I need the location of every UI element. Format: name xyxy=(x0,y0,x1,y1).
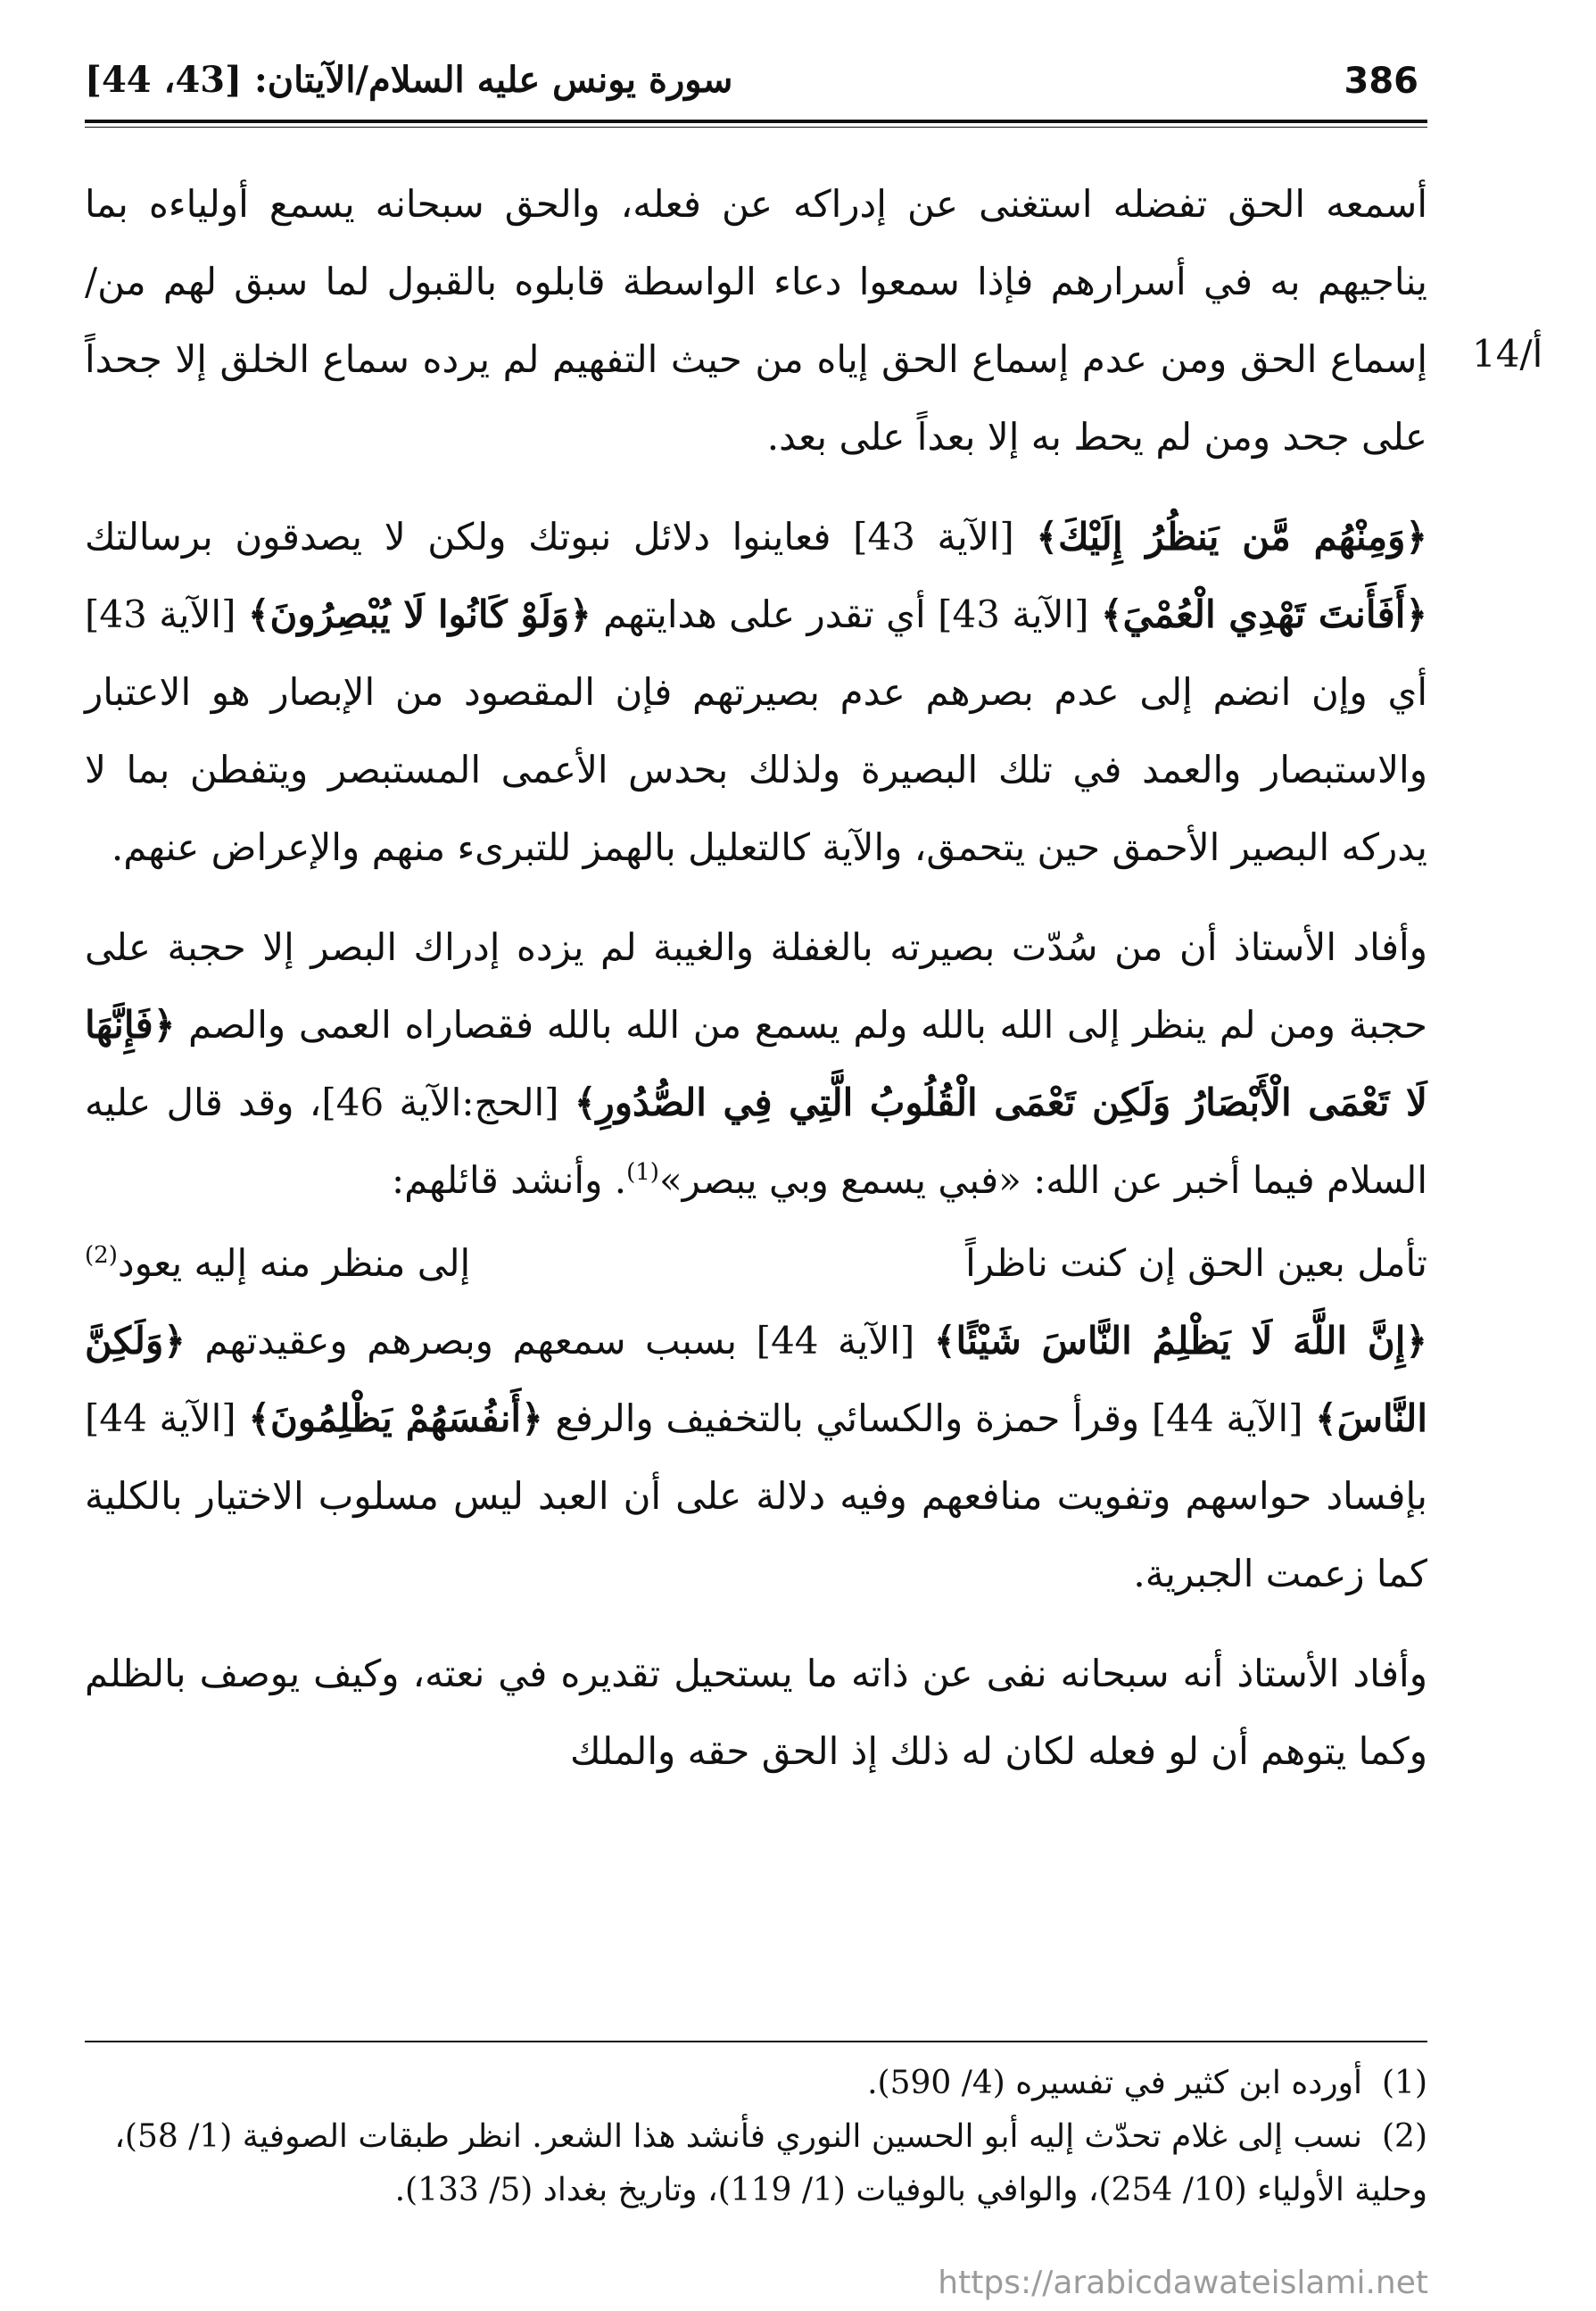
page-number: 386 xyxy=(1344,61,1418,102)
body-text xyxy=(85,165,1427,1790)
footnote-1 xyxy=(85,2057,1427,2110)
quran-quote: ﴿أَنفُسَهُمْ يَظْلِمُونَ﴾ xyxy=(248,1396,543,1440)
paragraph-text: وأفاد الأستاذ أن من سُدّت بصيرته بالغفلة والغيبة لم يزده إدراك البصر إلا حجبة على حجبة ومن لم ينظر إلى الله بالله ولم يسمع من الله بالله فقصاراه العمى والصم xyxy=(85,925,1427,1047)
quran-quote: ﴿وَلَوْ كَانُوا لَا يُبْصِرُونَ﴾ xyxy=(247,592,591,636)
paragraph-text: [الآية 44] وقرأ حمزة والكسائي بالتخفيف والرفع xyxy=(542,1396,1316,1440)
footnote-ref: (1) xyxy=(626,1159,659,1186)
paragraph-text: [الحج:الآية 46]، وقد قال عليه السلام فيما أخبر عن الله: «فبي يسمع وبي يبصر» xyxy=(85,1081,1427,1202)
header-rule-thin xyxy=(85,127,1427,128)
footnote-ref: (2) xyxy=(85,1242,118,1269)
quran-quote: ﴿أَفَأَنتَ تَهْدِي الْعُمْيَ﴾ xyxy=(1100,592,1428,636)
quran-quote: ﴿وَمِنْهُم مَّن يَنظُرُ إِلَيْكَ﴾ xyxy=(1036,515,1427,559)
margin-folio-note: 14/أ xyxy=(1472,332,1543,376)
footnote-2 xyxy=(85,2110,1427,2217)
quran-quote: ﴿إِنَّ اللَّهَ لَا يَظْلِمُ النَّاسَ شَيْئًا﴾ xyxy=(933,1319,1428,1363)
footnote-number: (1) xyxy=(1382,2065,1427,2101)
paragraph-text: [الآية 43] فعاينوا دلائل نبوتك ولكن لا يصدقون برسالتك xyxy=(85,515,1037,559)
quran-quote: ﴿وَلَكِنَّ النَّاسَ﴾ xyxy=(85,1319,1427,1440)
footnotes xyxy=(85,2057,1427,2217)
quran-quote: ﴿فَإِنَّهَا لَا تَعْمَى الْأَبْصَارُ وَلَكِن تَعْمَى الْقُلُوبُ الَّتِي فِي الصُّدُورِ﴾ xyxy=(85,1003,1428,1124)
paragraph-text: [الآية 43] أي تقدر على هدايتهم xyxy=(591,592,1101,636)
paragraph-4 xyxy=(85,1302,1427,1612)
poem-hemistich-2-wrap xyxy=(85,1224,470,1302)
footnote-text: أورده ابن كثير في تفسيره (4/ 590). xyxy=(867,2065,1362,2101)
paragraph-5: وأفاد الأستاذ أنه سبحانه نفى عن ذاته ما يستحيل تقديره في نعته، وكيف يوصف بالظلم وكما يتوهم أن لو فعله لكان له ذلك إذ الحق حقه والملك xyxy=(85,1652,1427,1773)
paragraph-text: . وأنشد قائلهم: xyxy=(391,1158,627,1202)
footnote-rule xyxy=(85,2041,1427,2042)
paragraph-3 xyxy=(85,908,1427,1219)
running-title: سورة يونس عليه السلام/الآيتان: [43، 44] xyxy=(85,59,733,101)
footnote-text: نسب إلى غلام تحدّث إليه أبو الحسين النوري فأنشد هذا الشعر. انظر طبقات الصوفية (1/ 58)، وحلية الأولياء (10/ 254)، والوافي بالوفيات (1/ 119)، وتاريخ بغداد (5/ 133). xyxy=(114,2118,1427,2208)
header-rule xyxy=(85,120,1427,123)
watermark-url: https://arabicdawateislami.net xyxy=(938,2265,1428,2301)
paragraph-text: [الآية 43] أي وإن انضم إلى عدم بصرهم عدم بصيرتهم فإن المقصود من الإبصار هو الاعتبار والاستبصار والعمد في تلك البصيرة ولذلك بحدس الأعمى المستبصر ويتفطن بما لا يدركه البصير الأحمق حين يتحمق، والآية كالتعليل بالهمز للتبرىء منهم والإعراض عنهم. xyxy=(85,592,1427,869)
poem-verse xyxy=(85,1224,1427,1302)
paragraph-2 xyxy=(85,498,1427,886)
paragraph-text: [الآية 44] بسبب سمعهم وبصرهم وعقيدتهم xyxy=(185,1319,934,1363)
paragraph-text: [الآية 44] بإفساد حواسهم وتفويت منافعهم وفيه دلالة على أن العبد ليس مسلوب الاختيار بالكلية كما زعمت الجبرية. xyxy=(85,1396,1427,1595)
poem-hemistich-2: إلى منظر منه إليه يعود xyxy=(117,1241,471,1285)
footnote-number: (2) xyxy=(1382,2118,1427,2155)
poem-hemistich-1: تأمل بعين الحق إن كنت ناظراً xyxy=(965,1241,1427,1285)
page-header xyxy=(85,54,1427,116)
paragraph-1: أسمعه الحق تفضله استغنى عن إدراكه عن فعله، والحق سبحانه يسمع أولياءه بما يناجيهم به في أسرارهم فإذا سمعوا دعاء الواسطة قابلوه بالقبول لما سبق لهم من/ إسماع الحق ومن عدم إسماع الحق إياه من حيث التفهيم لم يرده سماع الخلق إلا جحداً على جحد ومن لم يحط به إلا بعداً على بعد. xyxy=(85,182,1427,459)
